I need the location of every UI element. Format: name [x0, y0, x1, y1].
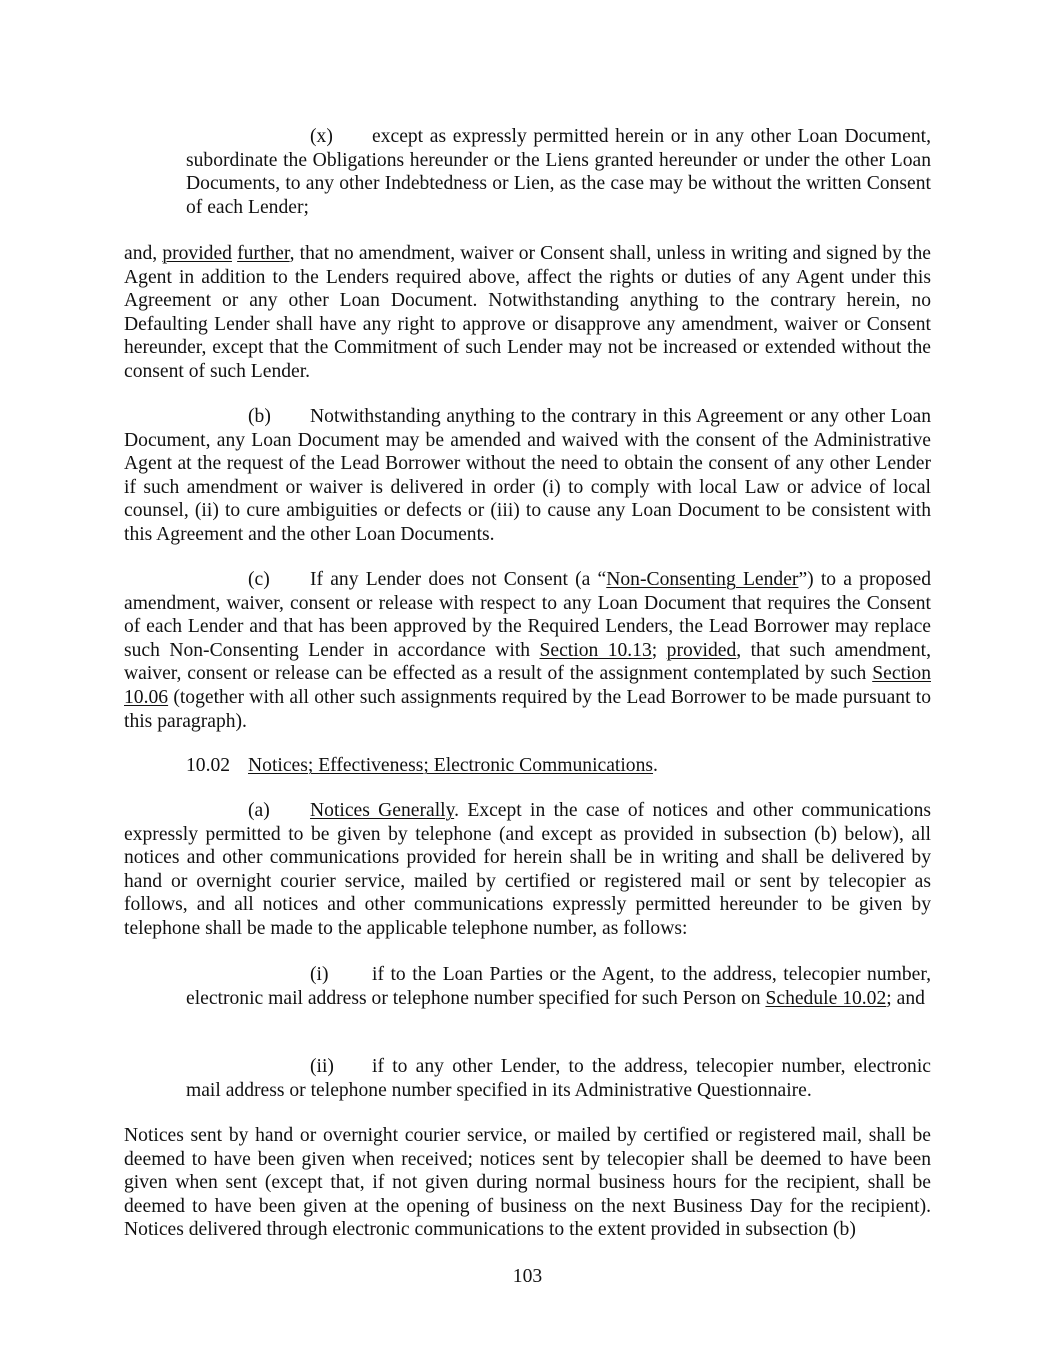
clause-ii-label: (ii): [310, 1056, 334, 1077]
section-10-13-ref: Section 10.13: [539, 639, 652, 661]
section-number: 10.02: [186, 755, 231, 776]
clause-a: (a) Notices Generally. Except in the case of notices and other communications expressly permitted to be given by telephone (and except as provided in subsection (b) below), all notices and other communications provided for herein shall be in writing and shall be delivered by hand or overnight courier service, mailed by certified or registered mail or sent by telecopier as follows, and all notices and other communications expressly permitted hereunder to be given by telephone shall be made to the applicable telephone number, as follows:: [124, 800, 931, 939]
clause-a-label: (a): [248, 800, 270, 821]
notices-generally-term: Notices Generally: [310, 800, 455, 821]
clause-ii: (ii) if to any other Lender, to the address, telecopier number, electronic mail address or telephone number specified in its Administrative Questionnaire.: [186, 1056, 931, 1101]
schedule-10-02-ref: Schedule 10.02: [765, 987, 887, 1009]
notices-paragraph: Notices sent by hand or overnight courier service, or mailed by certified or registered mail, shall be deemed to have been given when received; notices sent by telecopier shall be deemed to have been given when sent (except that, if not given during normal business hours for the recipient, shall be deemed to have been given at the opening of business on the next Business Day for the recipient). Notices delivered through electronic communications to the extent provided in subsection (b): [124, 1125, 931, 1241]
non-consenting-lender-term: Non-Consenting Lender: [606, 569, 799, 590]
provided-underlined-c: provided: [666, 639, 737, 661]
clause-c: (c) If any Lender does not Consent (a “Non-Consenting Lender”) to a proposed amendment, waiver, consent or release with respect to any Loan Document that requires the Consent of each Lender and that has been approved by the Required Lenders, the Lead Borrower may replace such Non-Consenting Lender in accordance with Section 10.13; provided, that such amendment, waiver, consent or release can be effected as a result of the assignment contemplated by such Section 10.06 (together with all other such assignments required by the Lead Borrower to be made pursuant to this paragraph).: [124, 569, 931, 732]
section-10-06-ref: Section 10.06: [124, 663, 931, 708]
clause-i: (i) if to the Loan Parties or the Agent, to the address, telecopier number, electronic mail address or telephone number specified for such Person on Schedule 10.02; and: [186, 964, 931, 1009]
provided-further-paragraph: and, provided further, that no amendment, waiver or Consent shall, unless in writing and signed by the Agent in addition to the Lenders required above, affect the rights or duties of any Agent under this Agreement or any other Loan Document. Notwithstanding anything to the contrary herein, no Defaulting Lender shall have any right to approve or disapprove any amendment, waiver or Consent hereunder, except that the Commitment of such Lender may not be increased or extended without the consent of such Lender.: [124, 243, 931, 382]
section-heading: 10.02 Notices; Effectiveness; Electronic Communications.: [186, 755, 658, 776]
clause-x: [186, 125, 931, 219]
section-title: Notices; Effectiveness; Electronic Communications: [248, 755, 654, 776]
clause-b-label: (b): [248, 406, 271, 427]
further-underlined: further: [237, 243, 290, 264]
page-number: 103: [512, 1266, 543, 1287]
clause-b-text: Notwithstanding anything to the contrary in this Agreement or any other Loan Document, any Loan Document may be amended and waived with the consent of the Administrative Agent at the request of the Lead Borrower without the need to obtain the consent of any other Lender if such amendment or waiver is delivered in order (i) to comply with local Law or advice of local counsel, (ii) to cure ambiguities or defects or (iii) to cause any Loan Document to be consistent with this Agreement and the other Loan Documents.: [124, 406, 931, 545]
provided-underlined: provided: [162, 243, 232, 264]
clause-x-text: except as expressly permitted herein or in any other Loan Document, subordinate the Obligations hereunder or the Liens granted hereunder or under the other Loan Documents, to any other Indebtedness or Lien, as the case may be without the written Consent of each Lender;: [186, 126, 931, 218]
clause-c-label: (c): [248, 569, 270, 590]
clause-b: [124, 405, 931, 547]
clause-i-label: (i): [310, 964, 329, 985]
clause-x-label: (x): [310, 126, 333, 147]
